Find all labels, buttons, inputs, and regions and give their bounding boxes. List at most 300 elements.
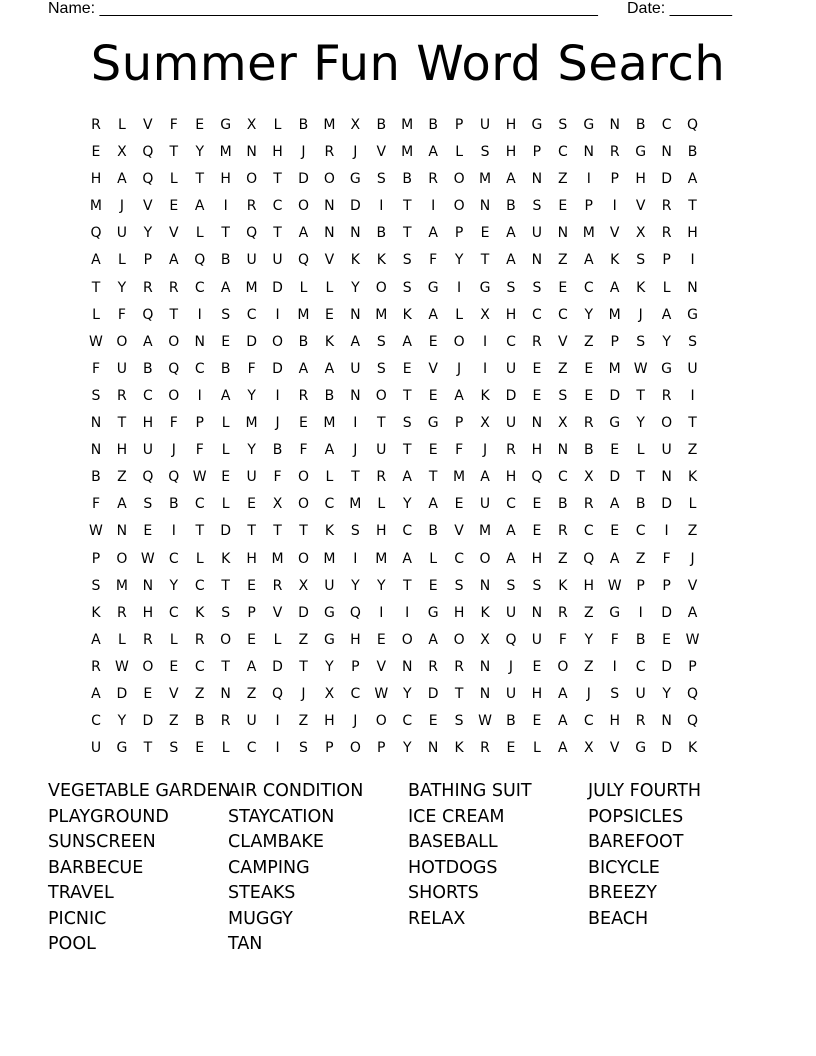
- grid-letter: M: [219, 144, 232, 161]
- grid-letter: Z: [168, 713, 179, 730]
- grid-letter: W: [685, 631, 700, 648]
- grid-letter: N: [246, 144, 257, 161]
- grid-letter: A: [661, 306, 672, 323]
- grid-letter: A: [117, 496, 127, 513]
- grid-letter: G: [323, 604, 335, 621]
- grid-letter: C: [583, 713, 594, 730]
- grid-letter: C: [402, 523, 413, 540]
- grid-letter: C: [194, 577, 205, 594]
- grid-letter: K: [687, 740, 698, 757]
- grid-letter: Q: [142, 306, 154, 323]
- grid-letter: P: [143, 252, 153, 269]
- grid-letter: M: [401, 117, 414, 133]
- grid-letter: D: [298, 604, 309, 621]
- grid-letter: M: [89, 198, 103, 215]
- grid-letter: M: [375, 550, 388, 567]
- grid-letter: U: [246, 469, 257, 486]
- grid-letter: B: [635, 496, 646, 513]
- grid-letter: H: [142, 604, 154, 621]
- grid-letter: C: [661, 117, 672, 133]
- grid-letter: H: [687, 225, 698, 242]
- grid-letter: G: [687, 306, 698, 323]
- grid-letter: H: [583, 577, 595, 594]
- grid-letter: U: [687, 360, 698, 377]
- grid-letter: R: [168, 279, 179, 296]
- grid-letter: L: [455, 144, 463, 161]
- grid-letter: L: [429, 550, 438, 567]
- grid-letter: I: [482, 360, 488, 377]
- grid-letter: O: [297, 198, 309, 215]
- grid-letter: H: [505, 306, 517, 323]
- grid-letter: H: [376, 523, 387, 540]
- grid-letter: S: [402, 252, 412, 269]
- name-line: Name: ________________________________________________________: [48, 0, 598, 17]
- grid-letter: A: [506, 225, 516, 242]
- grid-letter: S: [221, 306, 231, 323]
- grid-letter: F: [117, 306, 126, 323]
- grid-letter: E: [584, 360, 594, 377]
- grid-letter: O: [297, 469, 309, 486]
- grid-letter: M: [608, 306, 621, 323]
- grid-letter: G: [661, 360, 673, 377]
- grid-letter: G: [427, 415, 439, 432]
- grid-letter: Q: [505, 631, 517, 648]
- grid-letter: Q: [687, 685, 699, 702]
- grid-letter: R: [557, 604, 568, 621]
- grid-letter: S: [636, 333, 646, 350]
- grid-letter: F: [247, 360, 256, 377]
- grid-letter: I: [223, 198, 228, 215]
- grid-letter: S: [402, 415, 412, 432]
- grid-row: [83, 302, 706, 329]
- grid-letter: A: [402, 469, 412, 486]
- grid-letter: K: [480, 387, 490, 404]
- grid-letter: T: [428, 469, 438, 486]
- grid-letter: O: [557, 658, 569, 675]
- word-list-item: BREEZY: [588, 883, 657, 903]
- grid-letter: W: [633, 360, 648, 377]
- grid-letter: A: [91, 252, 101, 269]
- grid-letter: C: [194, 496, 205, 513]
- grid-row: [83, 627, 706, 654]
- grid-letter: J: [638, 306, 643, 323]
- grid-letter: R: [117, 387, 127, 404]
- grid-letter: Z: [583, 658, 594, 675]
- word-list-item: STEAKS: [228, 883, 296, 903]
- grid-letter: H: [635, 171, 646, 188]
- grid-row: [83, 193, 706, 220]
- grid-letter: X: [480, 306, 490, 323]
- grid-letter: O: [272, 333, 284, 350]
- grid-letter: V: [428, 360, 438, 377]
- grid-letter: R: [661, 387, 672, 404]
- grid-letter: N: [90, 442, 102, 459]
- grid-letter: A: [428, 631, 438, 648]
- grid-letter: I: [612, 658, 617, 675]
- grid-letter: T: [273, 225, 282, 242]
- grid-letter: H: [531, 442, 543, 459]
- grid-letter: A: [428, 306, 438, 323]
- grid-letter: N: [90, 415, 102, 432]
- word-list-item: BARBECUE: [48, 857, 144, 878]
- grid-letter: B: [272, 442, 283, 459]
- grid-letter: I: [431, 198, 436, 215]
- grid-letter: D: [349, 198, 361, 215]
- grid-letter: M: [245, 279, 258, 296]
- grid-letter: I: [638, 604, 643, 621]
- grid-letter: U: [116, 360, 128, 377]
- grid-row: [83, 139, 706, 166]
- grid-letter: Z: [298, 631, 309, 648]
- grid-letter: U: [635, 685, 646, 702]
- grid-letter: F: [169, 117, 178, 133]
- grid-letter: A: [687, 604, 698, 621]
- grid-letter: N: [324, 198, 335, 215]
- word-list-item: PICNIC: [48, 908, 107, 929]
- grid-letter: A: [402, 333, 412, 350]
- grid-letter: F: [662, 550, 671, 567]
- word-list-item: CLAMBAKE: [228, 832, 324, 852]
- grid-letter: D: [272, 658, 283, 675]
- grid-letter: B: [220, 360, 231, 377]
- grid-letter: R: [635, 713, 646, 730]
- grid-letter: A: [117, 171, 127, 188]
- grid-letter: Y: [325, 658, 334, 675]
- grid-letter: I: [171, 523, 176, 540]
- grid-letter: I: [275, 713, 280, 730]
- grid-letter: R: [609, 144, 620, 161]
- grid-letter: I: [612, 198, 617, 215]
- grid-letter: A: [506, 171, 516, 188]
- grid-letter: P: [247, 604, 256, 621]
- grid-letter: X: [635, 225, 646, 242]
- grid-row: [83, 708, 706, 735]
- grid-letter: Z: [298, 713, 309, 730]
- grid-letter: Z: [558, 171, 568, 188]
- grid-letter: R: [557, 523, 568, 540]
- grid-letter: C: [583, 523, 594, 540]
- grid-row: [83, 600, 706, 627]
- grid-letter: O: [661, 415, 673, 432]
- grid-letter: B: [376, 225, 387, 242]
- word-list-item: TAN: [228, 934, 263, 954]
- grid-letter: M: [323, 550, 336, 567]
- grid-letter: A: [298, 225, 309, 242]
- grid-letter: G: [531, 117, 543, 133]
- grid-letter: I: [353, 415, 358, 432]
- grid-letter: E: [221, 333, 231, 350]
- grid-letter: E: [428, 333, 438, 350]
- grid-letter: K: [480, 604, 490, 621]
- grid-row: [83, 383, 706, 410]
- grid-letter: I: [275, 740, 280, 757]
- grid-row: [83, 275, 706, 302]
- grid-letter: T: [688, 198, 697, 215]
- grid-letter: X: [583, 469, 594, 486]
- grid-letter: H: [531, 550, 543, 567]
- grid-letter: U: [90, 740, 102, 757]
- grid-row: [83, 356, 706, 383]
- grid-row: [83, 518, 706, 545]
- grid-letter: S: [454, 577, 464, 594]
- grid-letter: U: [272, 252, 283, 269]
- grid-letter: C: [272, 198, 283, 215]
- grid-letter: T: [402, 198, 412, 215]
- grid-letter: E: [428, 713, 438, 730]
- grid-letter: N: [531, 415, 543, 432]
- grid-letter: N: [661, 144, 672, 161]
- grid-letter: N: [557, 225, 569, 242]
- grid-letter: E: [324, 306, 334, 323]
- grid-letter: E: [532, 387, 542, 404]
- grid-letter: B: [91, 469, 101, 486]
- grid-letter: N: [557, 442, 569, 459]
- grid-letter: N: [194, 333, 205, 350]
- grid-letter: N: [350, 225, 361, 242]
- grid-letter: U: [350, 360, 361, 377]
- grid-letter: C: [246, 306, 257, 323]
- grid-letter: B: [583, 442, 594, 459]
- grid-letter: R: [142, 631, 153, 648]
- grid-letter: K: [454, 740, 464, 757]
- grid-letter: Y: [117, 279, 127, 296]
- grid-letter: R: [376, 469, 387, 486]
- grid-letter: T: [402, 225, 412, 242]
- grid-letter: S: [558, 117, 568, 133]
- grid-letter: W: [89, 523, 103, 540]
- grid-letter: B: [220, 252, 231, 269]
- grid-letter: D: [272, 360, 283, 377]
- grid-letter: E: [428, 442, 438, 459]
- word-list-item: CAMPING: [228, 857, 310, 878]
- word-list-item: BAREFOOT: [588, 832, 684, 852]
- grid-letter: T: [351, 469, 360, 486]
- grid-row: [83, 112, 706, 139]
- grid-letter: F: [91, 360, 100, 377]
- grid-letter: C: [557, 144, 568, 161]
- grid-letter: P: [662, 252, 671, 269]
- word-column: [408, 779, 532, 932]
- grid-letter: D: [116, 685, 128, 702]
- grid-letter: L: [377, 496, 386, 513]
- grid-letter: I: [379, 198, 384, 215]
- grid-letter: J: [457, 360, 462, 377]
- grid-letter: S: [91, 577, 101, 594]
- grid-letter: P: [610, 333, 619, 350]
- grid-letter: G: [635, 144, 647, 161]
- grid-letter: F: [558, 631, 567, 648]
- grid-letter: N: [220, 685, 231, 702]
- grid-letter: E: [143, 685, 153, 702]
- grid-letter: Z: [558, 252, 568, 269]
- grid-letter: R: [298, 387, 309, 404]
- grid-letter: K: [195, 604, 205, 621]
- grid-letter: X: [324, 685, 335, 702]
- grid-letter: L: [455, 306, 463, 323]
- grid-letter: C: [350, 685, 361, 702]
- grid-letter: S: [558, 387, 568, 404]
- grid-letter: K: [91, 604, 101, 621]
- grid-letter: J: [275, 415, 280, 432]
- grid-letter: V: [272, 604, 283, 621]
- grid-letter: F: [91, 496, 100, 513]
- grid-letter: J: [508, 658, 514, 675]
- grid-letter: P: [454, 225, 464, 242]
- grid-letter: Q: [142, 171, 154, 188]
- grid-letter: A: [428, 225, 438, 242]
- grid-letter: T: [402, 442, 412, 459]
- grid-letter: H: [246, 550, 257, 567]
- grid-letter: D: [661, 171, 672, 188]
- grid-letter: T: [377, 415, 386, 432]
- grid-letter: D: [427, 685, 439, 702]
- grid-letter: J: [482, 442, 488, 459]
- grid-letter: R: [583, 415, 594, 432]
- grid-letter: D: [661, 496, 672, 513]
- grid-letter: C: [324, 496, 335, 513]
- grid-letter: B: [143, 360, 153, 377]
- word-list-item: BEACH: [588, 908, 649, 929]
- grid-letter: I: [353, 550, 358, 567]
- grid-letter: Q: [687, 117, 699, 133]
- grid-letter: R: [532, 333, 542, 350]
- grid-letter: A: [558, 740, 568, 757]
- grid-letter: K: [687, 469, 698, 486]
- grid-letter: V: [609, 225, 620, 242]
- grid-letter: M: [375, 306, 388, 323]
- grid-letter: G: [349, 171, 361, 188]
- grid-letter: I: [690, 252, 695, 269]
- grid-letter: E: [91, 144, 101, 161]
- grid-letter: A: [609, 496, 620, 513]
- grid-letter: Q: [142, 469, 154, 486]
- grid-row: [83, 247, 706, 274]
- grid-letter: A: [220, 279, 231, 296]
- grid-letter: R: [428, 171, 439, 188]
- grid-row: [83, 329, 706, 356]
- grid-letter: G: [609, 604, 621, 621]
- grid-letter: R: [142, 279, 153, 296]
- grid-letter: W: [114, 658, 129, 675]
- grid-letter: S: [506, 577, 516, 594]
- grid-letter: F: [299, 442, 308, 459]
- grid-letter: V: [143, 198, 153, 215]
- grid-letter: C: [402, 713, 413, 730]
- grid-letter: J: [119, 198, 124, 215]
- word-list-item: POOL: [48, 934, 96, 954]
- grid-letter: Z: [687, 523, 698, 540]
- grid-letter: F: [169, 415, 178, 432]
- grid-letter: M: [323, 117, 336, 133]
- word-list-item: MUGGY: [228, 908, 293, 929]
- grid-letter: S: [454, 713, 464, 730]
- grid-letter: L: [688, 496, 697, 513]
- grid-letter: B: [324, 387, 335, 404]
- grid-letter: H: [505, 144, 517, 161]
- grid-letter: N: [427, 740, 439, 757]
- grid-letter: X: [558, 415, 568, 432]
- grid-letter: W: [607, 577, 622, 594]
- grid-letter: G: [583, 117, 595, 133]
- grid-letter: E: [247, 496, 257, 513]
- grid-letter: X: [298, 577, 309, 594]
- grid-letter: K: [221, 550, 231, 567]
- grid-letter: T: [688, 415, 697, 432]
- grid-letter: I: [379, 604, 384, 621]
- grid-letter: A: [428, 144, 438, 161]
- grid-letter: A: [687, 171, 698, 188]
- grid-letter: H: [116, 442, 128, 459]
- grid-letter: S: [169, 740, 179, 757]
- grid-letter: Y: [169, 577, 179, 594]
- grid-letter: J: [353, 144, 358, 161]
- grid-letter: D: [661, 604, 672, 621]
- word-list-item: SHORTS: [408, 883, 479, 903]
- grid-letter: O: [168, 333, 180, 350]
- grid-letter: O: [375, 713, 387, 730]
- grid-letter: H: [272, 144, 283, 161]
- grid-letter: N: [609, 117, 620, 133]
- grid-letter: N: [479, 198, 491, 215]
- grid-letter: B: [506, 713, 516, 730]
- grid-letter: J: [301, 144, 306, 161]
- grid-letter: C: [635, 658, 646, 675]
- grid-letter: A: [454, 387, 464, 404]
- word-list-item: BICYCLE: [588, 857, 660, 878]
- grid-letter: R: [246, 198, 257, 215]
- grid-letter: N: [479, 658, 491, 675]
- grid-letter: L: [118, 117, 126, 133]
- grid-letter: C: [168, 550, 179, 567]
- grid-row: [83, 166, 706, 193]
- grid-letter: S: [636, 252, 646, 269]
- grid-letter: A: [558, 685, 568, 702]
- grid-letter: M: [245, 415, 258, 432]
- grid-letter: G: [323, 631, 335, 648]
- grid-letter: F: [455, 442, 464, 459]
- grid-letter: Z: [117, 469, 127, 486]
- grid-letter: X: [246, 117, 257, 133]
- grid-letter: L: [169, 171, 178, 188]
- grid-letter: E: [454, 496, 464, 513]
- grid-letter: D: [298, 171, 309, 188]
- grid-letter: N: [661, 469, 672, 486]
- grid-letter: P: [351, 658, 360, 675]
- grid-letter: S: [143, 496, 153, 513]
- grid-letter: S: [402, 279, 412, 296]
- grid-letter: M: [349, 496, 362, 513]
- grid-letter: E: [532, 523, 542, 540]
- word-list-item: TRAVEL: [48, 883, 114, 903]
- grid-letter: N: [531, 604, 543, 621]
- grid-letter: H: [609, 713, 620, 730]
- grid-letter: D: [272, 279, 283, 296]
- grid-letter: L: [662, 279, 671, 296]
- grid-letter: A: [143, 333, 153, 350]
- grid-letter: S: [376, 333, 386, 350]
- grid-letter: Y: [117, 713, 127, 730]
- grid-letter: U: [505, 360, 517, 377]
- grid-letter: Y: [377, 577, 386, 594]
- grid-letter: R: [583, 496, 594, 513]
- grid-letter: U: [142, 442, 153, 459]
- grid-letter: I: [197, 306, 202, 323]
- grid-letter: A: [298, 360, 309, 377]
- grid-letter: G: [427, 279, 439, 296]
- grid-letter: U: [531, 631, 543, 648]
- grid-letter: R: [428, 658, 439, 675]
- grid-letter: B: [687, 144, 698, 161]
